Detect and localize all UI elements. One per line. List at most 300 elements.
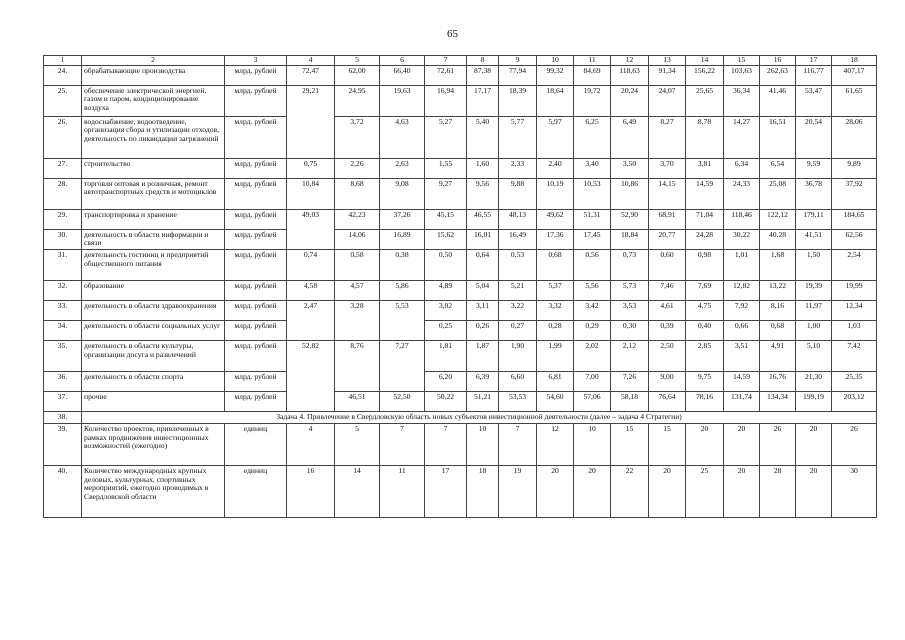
unit-cell: млрд. рублей [225,341,287,372]
row-number: 27. [44,158,82,178]
value-cell: 0,39 [649,321,686,341]
value-cell: 0,27 [499,321,537,341]
table-row [44,423,877,465]
value-cell: 0,60 [649,250,686,281]
header-cell: 4 [287,56,335,66]
value-cell: 41,51 [796,229,832,249]
header-cell: 6 [380,56,425,66]
value-cell: 14,59 [686,178,724,209]
value-cell: 61,65 [832,85,877,116]
value-cell: 72,61 [425,65,467,85]
value-cell: 76,64 [649,392,686,412]
value-cell: 2,26 [335,158,380,178]
indicators-table [43,55,877,518]
value-cell: 4,75 [686,301,724,321]
header-cell: 3 [225,56,287,66]
value-cell: 262,63 [760,65,796,85]
value-cell: 6,81 [537,372,574,392]
value-cell: 4,91 [760,341,796,372]
value-cell: 99,32 [537,65,574,85]
value-cell: 52,82 [287,341,335,372]
value-cell: 5,27 [425,116,467,158]
value-cell: 19 [499,465,537,517]
value-cell: 2,02 [574,341,611,372]
value-cell: 20 [724,465,760,517]
value-cell: 9,27 [425,178,467,209]
value-cell: 11 [380,465,425,517]
indicator-name: транспортировка и хранение [82,209,225,229]
value-cell: 0,28 [537,321,574,341]
value-cell: 20 [537,465,574,517]
value-cell: 40,28 [760,229,796,249]
value-cell: 37,92 [832,178,877,209]
value-cell: 28,06 [832,116,877,158]
value-cell: 77,94 [499,65,537,85]
indicator-name: водоснабжение, водоотведение, организация сбора и утилизации отходов, деятельность по ликвидации загрязнений [82,116,225,158]
value-cell: 72,47 [287,65,335,85]
value-cell: 116,77 [796,65,832,85]
value-cell: 87,38 [467,65,499,85]
value-cell: 20 [724,423,760,465]
row-number: 33. [44,301,82,321]
value-cell: 19,39 [796,281,832,301]
table-row [44,321,877,341]
value-cell: 0,64 [467,250,499,281]
value-cell: 134,34 [760,392,796,412]
value-cell: 9,59 [796,158,832,178]
header-cell: 17 [796,56,832,66]
indicator-name: обрабатывающие производства [82,65,225,85]
unit-cell: млрд. рублей [225,209,287,229]
value-cell: 84,69 [574,65,611,85]
header-cell: 14 [686,56,724,66]
unit-cell: млрд. рублей [225,250,287,281]
value-cell: 3,50 [611,158,649,178]
value-cell: 9,56 [467,178,499,209]
table-row [44,158,877,178]
value-cell: 18,84 [611,229,649,249]
value-cell: 17,45 [574,229,611,249]
value-cell: 0,68 [537,250,574,281]
indicator-name: деятельность в области спорта [82,372,225,392]
table-row [44,116,877,158]
value-cell: 3,81 [686,158,724,178]
value-cell: 14,06 [335,229,380,249]
value-cell: 131,74 [724,392,760,412]
header-cell: 16 [760,56,796,66]
value-cell: 25,35 [832,372,877,392]
value-cell: 24,95 [335,85,380,116]
value-cell: 20,77 [649,229,686,249]
value-cell: 3,22 [499,301,537,321]
indicator-name: Количество проектов, привлеченных в рамках продвижения инвестиционных возможностей (ежегодно) [82,423,225,465]
value-cell: 20 [649,465,686,517]
value-cell: 4,58 [287,281,335,301]
value-cell: 1,00 [796,321,832,341]
table-row [44,65,877,85]
value-cell: 0,40 [686,321,724,341]
value-cell: 6,39 [467,372,499,392]
value-cell: 12,82 [724,281,760,301]
value-cell: 16,89 [380,229,425,249]
value-cell: 68,91 [649,209,686,229]
value-cell: 49,62 [537,209,574,229]
value-cell: 5,40 [467,116,499,158]
value-cell: 18,64 [537,85,574,116]
indicator-name: Количество международных крупных деловых, культурных, спортивных мероприятий, ежегодно проводимых в Свердловской области [82,465,225,517]
row-number: 31. [44,250,82,281]
value-cell: 10 [467,423,499,465]
value-cell: 2,47 [287,301,335,321]
value-cell: 7,00 [574,372,611,392]
indicator-name: деятельность в области здравоохранения [82,301,225,321]
row-number: 24. [44,65,82,85]
value-cell: 16,01 [467,229,499,249]
value-cell: 5,73 [611,281,649,301]
value-cell: 16 [287,465,335,517]
value-cell: 5,21 [499,281,537,301]
value-cell: 7 [380,423,425,465]
header-cell: 12 [611,56,649,66]
value-cell: 14,15 [649,178,686,209]
value-cell: 53,47 [796,85,832,116]
value-cell [287,372,335,392]
value-cell: 2,85 [686,341,724,372]
value-cell: 184,65 [832,209,877,229]
row-number: 38. [44,412,82,424]
value-cell: 3,51 [724,341,760,372]
value-cell: 10 [574,423,611,465]
table-row [44,281,877,301]
header-row [44,56,877,66]
value-cell: 2,33 [499,158,537,178]
unit-cell: единиц [225,465,287,517]
value-cell: 118,46 [724,209,760,229]
value-cell: 0,98 [686,250,724,281]
value-cell [287,229,335,249]
value-cell: 7,42 [832,341,877,372]
value-cell: 14,27 [724,116,760,158]
table-row [44,301,877,321]
indicator-name: строительство [82,158,225,178]
indicator-name: деятельность в области информации и связи [82,229,225,249]
value-cell: 1,01 [724,250,760,281]
indicator-name: деятельность в области социальных услуг [82,321,225,341]
value-cell: 71,04 [686,209,724,229]
value-cell: 2,50 [649,341,686,372]
value-cell: 30 [832,465,877,517]
value-cell: 12 [537,423,574,465]
row-number: 28. [44,178,82,209]
value-cell [287,392,335,412]
value-cell: 78,16 [686,392,724,412]
value-cell: 15 [649,423,686,465]
value-cell: 8,16 [760,301,796,321]
value-cell [287,321,335,341]
indicator-name: деятельность гостиниц и предприятий общественного питания [82,250,225,281]
value-cell: 26 [832,423,877,465]
value-cell: 13,22 [760,281,796,301]
table-row [44,250,877,281]
value-cell: 5 [335,423,380,465]
value-cell: 10,19 [537,178,574,209]
value-cell: 3,70 [649,158,686,178]
value-cell: 6,20 [425,372,467,392]
value-cell: 18 [467,465,499,517]
row-number: 36. [44,372,82,392]
value-cell: 5,04 [467,281,499,301]
value-cell: 7,46 [649,281,686,301]
value-cell: 2,12 [611,341,649,372]
value-cell: 3,40 [574,158,611,178]
value-cell: 53,53 [499,392,537,412]
indicator-name: образование [82,281,225,301]
value-cell: 122,12 [760,209,796,229]
value-cell: 49,03 [287,209,335,229]
value-cell: 20 [796,465,832,517]
value-cell: 118,63 [611,65,649,85]
value-cell: 6,34 [724,158,760,178]
task-row [44,412,877,424]
value-cell: 21,30 [796,372,832,392]
value-cell: 28 [760,465,796,517]
row-number: 34. [44,321,82,341]
value-cell: 52,90 [611,209,649,229]
value-cell [335,321,380,341]
value-cell: 1,60 [467,158,499,178]
value-cell: 8,68 [335,178,380,209]
indicator-name: прочие [82,392,225,412]
value-cell: 5,56 [574,281,611,301]
value-cell: 9,75 [686,372,724,392]
value-cell: 9,88 [499,178,537,209]
value-cell: 3,11 [467,301,499,321]
value-cell: 1,81 [425,341,467,372]
table-row [44,465,877,517]
unit-cell: млрд. рублей [225,85,287,116]
page-number: 65 [447,28,458,40]
table-row [44,85,877,116]
value-cell: 0,58 [335,250,380,281]
unit-cell: млрд. рублей [225,301,287,321]
value-cell: 19,72 [574,85,611,116]
value-cell: 5,77 [499,116,537,158]
value-cell: 17,17 [467,85,499,116]
table-row [44,178,877,209]
unit-cell: млрд. рублей [225,321,287,341]
row-number: 26. [44,116,82,158]
value-cell [380,372,425,392]
value-cell: 16,94 [425,85,467,116]
value-cell: 0,26 [467,321,499,341]
value-cell: 5,86 [380,281,425,301]
value-cell: 1,50 [796,250,832,281]
value-cell: 1,03 [832,321,877,341]
value-cell: 3,42 [574,301,611,321]
header-cell: 10 [537,56,574,66]
value-cell: 25,65 [686,85,724,116]
value-cell: 45,15 [425,209,467,229]
value-cell: 7,92 [724,301,760,321]
indicator-name: деятельность в области культуры, организации досуга и развлечений [82,341,225,372]
unit-cell: млрд. рублей [225,65,287,85]
value-cell: 1,99 [537,341,574,372]
value-cell: 51,21 [467,392,499,412]
value-cell: 15 [611,423,649,465]
value-cell: 48,13 [499,209,537,229]
task-heading: Задача 4. Привлечение в Свердловскую область новых субъектов инвестиционной деятельности (далее – задача 4 Стратегии) [82,412,877,424]
value-cell: 407,17 [832,65,877,85]
row-number: 29. [44,209,82,229]
value-cell: 20 [574,465,611,517]
value-cell: 6,54 [760,158,796,178]
value-cell: 24,33 [724,178,760,209]
value-cell: 0,30 [611,321,649,341]
value-cell: 0,50 [425,250,467,281]
value-cell: 179,11 [796,209,832,229]
value-cell: 5,37 [537,281,574,301]
value-cell: 41,46 [760,85,796,116]
value-cell: 54,60 [537,392,574,412]
value-cell: 30,22 [724,229,760,249]
row-number: 35. [44,341,82,372]
value-cell: 29,21 [287,85,335,116]
value-cell: 57,06 [574,392,611,412]
value-cell: 20 [796,423,832,465]
value-cell: 7,69 [686,281,724,301]
header-cell: 8 [467,56,499,66]
value-cell: 14 [335,465,380,517]
value-cell: 16,51 [760,116,796,158]
value-cell: 4,63 [380,116,425,158]
header-cell: 11 [574,56,611,66]
value-cell: 6,49 [611,116,649,158]
value-cell: 5,97 [537,116,574,158]
value-cell [380,321,425,341]
value-cell: 9,08 [380,178,425,209]
value-cell: 0,25 [425,321,467,341]
value-cell: 36,34 [724,85,760,116]
row-number: 30. [44,229,82,249]
value-cell: 8,76 [335,341,380,372]
value-cell: 26 [760,423,796,465]
value-cell: 62,56 [832,229,877,249]
value-cell: 46,55 [467,209,499,229]
value-cell: 10,86 [611,178,649,209]
indicator-name: торговля оптовая и розничная, ремонт автотранспортных средств и мотоциклов [82,178,225,209]
header-cell: 13 [649,56,686,66]
value-cell: 7 [499,423,537,465]
value-cell: 0,66 [724,321,760,341]
value-cell: 18,39 [499,85,537,116]
value-cell: 2,54 [832,250,877,281]
value-cell: 5,53 [380,301,425,321]
value-cell: 0,53 [499,250,537,281]
unit-cell: единиц [225,423,287,465]
table-row [44,209,877,229]
value-cell: 36,78 [796,178,832,209]
header-cell: 15 [724,56,760,66]
value-cell: 51,31 [574,209,611,229]
value-cell: 11,97 [796,301,832,321]
value-cell: 12,34 [832,301,877,321]
value-cell: 17 [425,465,467,517]
value-cell: 62,00 [335,65,380,85]
value-cell: 24,07 [649,85,686,116]
value-cell: 1,68 [760,250,796,281]
unit-cell: млрд. рублей [225,229,287,249]
value-cell [287,116,335,158]
value-cell: 25,08 [760,178,796,209]
value-cell: 9,89 [832,158,877,178]
unit-cell: млрд. рублей [225,158,287,178]
value-cell: 0,29 [574,321,611,341]
value-cell: 0,74 [287,250,335,281]
header-cell: 7 [425,56,467,66]
value-cell: 6,25 [574,116,611,158]
value-cell: 10,53 [574,178,611,209]
value-cell: 0,56 [574,250,611,281]
value-cell: 17,36 [537,229,574,249]
value-cell: 2,40 [537,158,574,178]
value-cell: 0,75 [287,158,335,178]
value-cell: 15,62 [425,229,467,249]
table-row [44,392,877,412]
value-cell: 20 [686,423,724,465]
row-number: 40. [44,465,82,517]
value-cell: 20,24 [611,85,649,116]
table-row [44,372,877,392]
value-cell: 4,89 [425,281,467,301]
value-cell: 46,51 [335,392,380,412]
value-cell: 16,49 [499,229,537,249]
value-cell: 20,54 [796,116,832,158]
value-cell: 14,59 [724,372,760,392]
value-cell: 156,22 [686,65,724,85]
value-cell: 8,78 [686,116,724,158]
value-cell: 0,68 [760,321,796,341]
row-number: 25. [44,85,82,116]
row-number: 32. [44,281,82,301]
header-cell: 2 [82,56,225,66]
value-cell: 42,23 [335,209,380,229]
value-cell: 52,50 [380,392,425,412]
table-row [44,341,877,372]
row-number: 39. [44,423,82,465]
value-cell: 4 [287,423,335,465]
unit-cell: млрд. рублей [225,281,287,301]
value-cell [335,372,380,392]
unit-cell: млрд. рублей [225,116,287,158]
indicator-name: обеспечение электрической энергией, газом и паром, кондиционирование воздуха [82,85,225,116]
value-cell: 3,02 [425,301,467,321]
table-row [44,229,877,249]
value-cell: 22 [611,465,649,517]
value-cell: 10,84 [287,178,335,209]
value-cell: 7 [425,423,467,465]
value-cell: 3,28 [335,301,380,321]
value-cell: 58,18 [611,392,649,412]
value-cell: 9,00 [649,372,686,392]
value-cell: 24,28 [686,229,724,249]
value-cell: 5,10 [796,341,832,372]
value-cell: 103,63 [724,65,760,85]
value-cell: 3,72 [335,116,380,158]
unit-cell: млрд. рублей [225,178,287,209]
value-cell: 25 [686,465,724,517]
value-cell: 4,57 [335,281,380,301]
value-cell: 37,26 [380,209,425,229]
